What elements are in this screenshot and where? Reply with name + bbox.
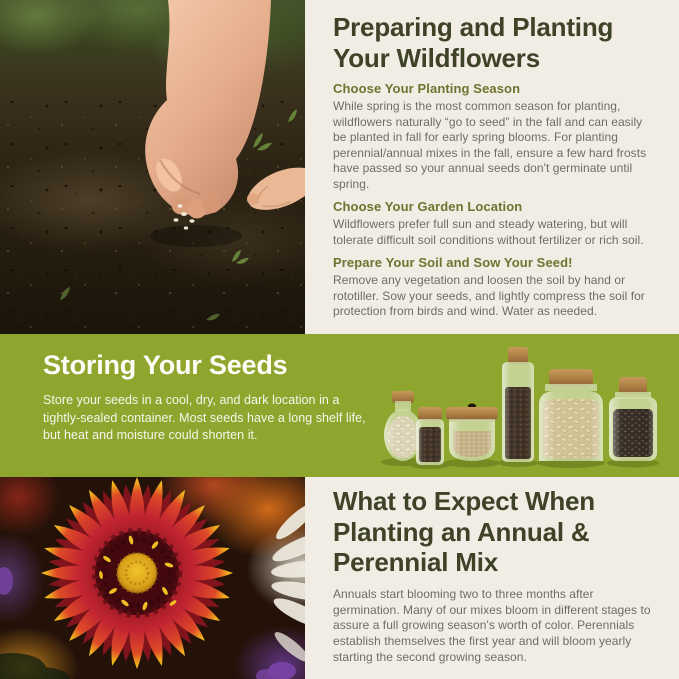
black-seed-jar (609, 377, 657, 461)
garden-location-body: Wildflowers prefer full sun and steady watering, but will tolerate difficult soil conditions without fertilizer or rich soil. (333, 217, 644, 247)
seed-jars-photo (375, 343, 667, 469)
page-title: Preparing and Planting Your Wildflowers (333, 12, 614, 73)
expectations-panel (305, 477, 679, 679)
banner-body: Store your seeds in a cool, dry, and dark location in a tightly-sealed container. Most seeds have a long shelf life, but heat and moisture could shorten it. (43, 393, 366, 442)
foliage-shadows (0, 653, 70, 679)
daisy-petals (269, 498, 305, 665)
garden-location-heading: Choose Your Garden Location (333, 199, 523, 215)
pumpkin-seed-jar (539, 369, 603, 461)
storing-seeds-banner (0, 334, 679, 477)
planting-guide-panel (305, 0, 679, 334)
blanket-flower-photo (0, 477, 305, 679)
tan-seed-jar (446, 404, 498, 462)
soil-preparation-body: Remove any vegetation and loosen the soil by hand or rototiller. Sow your seeds, and lightly compress the soil for protection from birds and wind. Water as needed. (333, 273, 645, 319)
banner-text-block (43, 350, 373, 445)
planting-season-section (333, 81, 659, 192)
second-hand (247, 168, 305, 210)
soil-preparation-section (333, 255, 659, 319)
planting-season-body: While spring is the most common season for planting, wildflowers naturally “go to seed” in the fall and can easily be planted in fall for early spring blooms. For planting perennial/annual mixes in the fall, ensure a few hard frosts have passed so your annual seeds don't germinate until spring. (333, 99, 647, 191)
top-row (0, 0, 679, 334)
garden-location-section (333, 199, 659, 248)
hand-sowing-seeds-photo (0, 0, 305, 334)
banner-title: Storing Your Seeds (43, 350, 288, 380)
soil-preparation-heading: Prepare Your Soil and Sow Your Seed! (333, 255, 573, 271)
blanket-flower-illustration (0, 477, 305, 679)
dark-seed-jar (416, 407, 444, 465)
expectations-title: What to Expect When Planting an Annual & Perennial Mix (333, 486, 595, 578)
planting-season-heading: Choose Your Planting Season (333, 81, 521, 97)
blanket-flower (41, 477, 233, 669)
sowing-hand-illustration (0, 0, 305, 334)
bottom-row (0, 477, 679, 679)
expectations-body: Annuals start blooming two to three months after germination. Many of our mixes bloom in different stages to assure a full growing season's worth of color. Perennials establish themselves the first year and will bloom yearly starting the second growing season. (333, 587, 651, 664)
sowing-arm (145, 0, 271, 219)
tall-seed-jar (502, 347, 534, 462)
